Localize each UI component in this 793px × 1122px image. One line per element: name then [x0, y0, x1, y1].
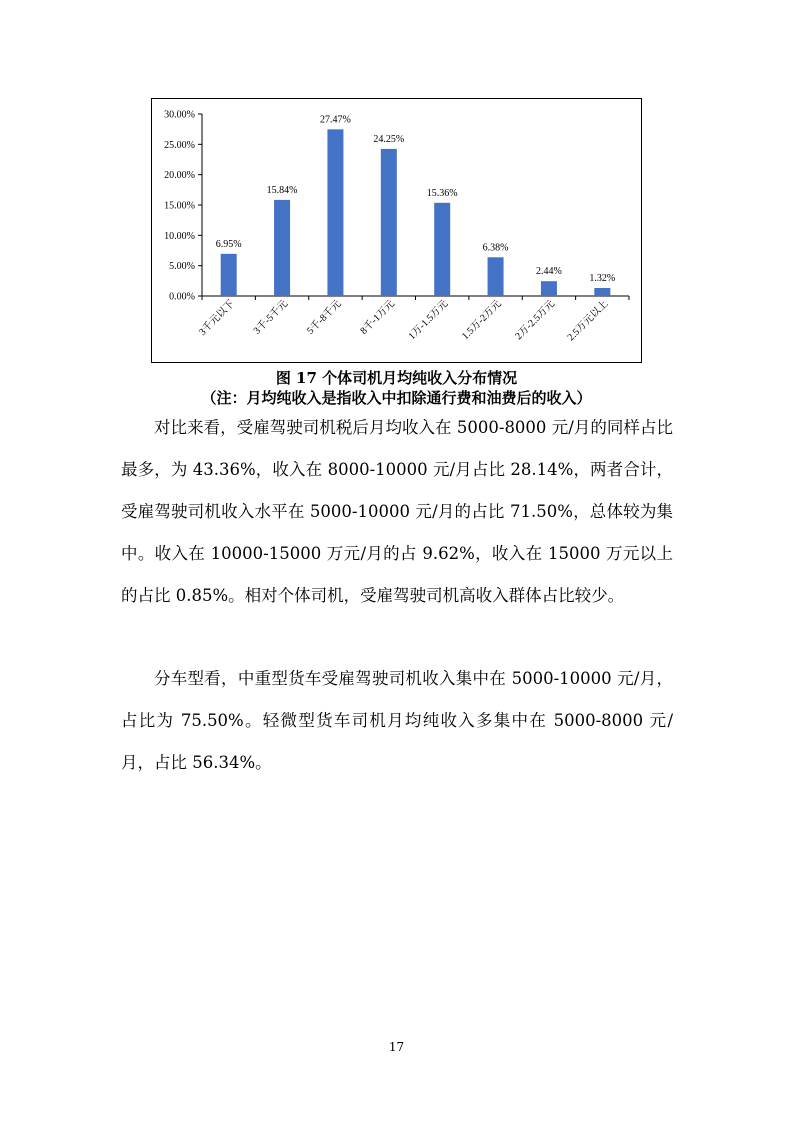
paragraph-2	[121, 658, 673, 784]
bar	[434, 203, 450, 296]
y-tick-label: 10.00%	[164, 230, 195, 242]
bar	[381, 149, 397, 296]
y-tick-label: 30.00%	[164, 109, 195, 121]
data-label: 6.38%	[482, 242, 509, 254]
data-label: 27.47%	[320, 114, 351, 126]
paragraph-1-text: 对比来看，受雇驾驶司机税后月均收入在 5000-8000 元/月的同样占比最多，为 43.36%，收入在 8000-10000 元/月占比 28.14%，两者合计，受雇驾驶司机收入水平在 5000-10000 元/月的占比 71.50%，总体较为集中。收入在 10000-15000 万元/月的占 9.62%，收入在 15000 万元以上的占比 0.85%。相对个体司机，受雇驾驶司机高收入群体占比较少。	[121, 418, 673, 605]
data-label: 15.36%	[426, 187, 458, 199]
x-tick-label: 5千-8千元	[305, 298, 344, 337]
data-label: 2.44%	[536, 266, 562, 278]
y-tick-label: 20.00%	[164, 170, 195, 182]
x-tick-label: 3千-5千元	[251, 298, 291, 337]
paragraph-2-text: 分车型看，中重型货车受雇驾驶司机收入集中在 5000-10000 元/月，占比为 75.50%。轻微型货车司机月均纯收入多集中在 5000-8000 元/月，占比 56.34%。	[121, 669, 673, 772]
page-number: 17	[388, 1040, 405, 1054]
x-tick-label: 3千元以下	[197, 298, 237, 338]
figure-title: 图 17 个体司机月均纯收入分布情况	[275, 369, 518, 387]
figure-note: （注：月均纯收入是指收入中扣除通行费和油费后的收入）	[201, 389, 592, 407]
x-tick-label: 1.5万-2万元	[459, 298, 504, 343]
data-label: 24.25%	[373, 133, 405, 145]
bar	[274, 200, 290, 296]
bar	[221, 254, 237, 296]
bar	[594, 288, 610, 296]
bar	[327, 129, 343, 296]
x-tick-label: 2.5万元以上	[565, 298, 611, 344]
y-tick-label: 25.00%	[164, 139, 195, 151]
bar	[541, 281, 557, 296]
x-tick-label: 2万-2.5万元	[513, 298, 558, 343]
x-tick-label: 8千-1万元	[358, 298, 397, 337]
data-label: 1.32%	[589, 272, 616, 284]
y-tick-label: 0.00%	[169, 291, 195, 303]
data-label: 15.84%	[266, 184, 298, 196]
income-bar-chart	[152, 99, 641, 362]
x-tick-label: 1万-1.5万元	[406, 298, 451, 343]
y-tick-label: 5.00%	[169, 261, 195, 273]
bar	[488, 257, 504, 296]
data-label: 6.95%	[215, 238, 242, 250]
y-tick-label: 15.00%	[164, 200, 195, 212]
income-chart	[151, 98, 642, 363]
paragraph-1	[121, 407, 673, 617]
